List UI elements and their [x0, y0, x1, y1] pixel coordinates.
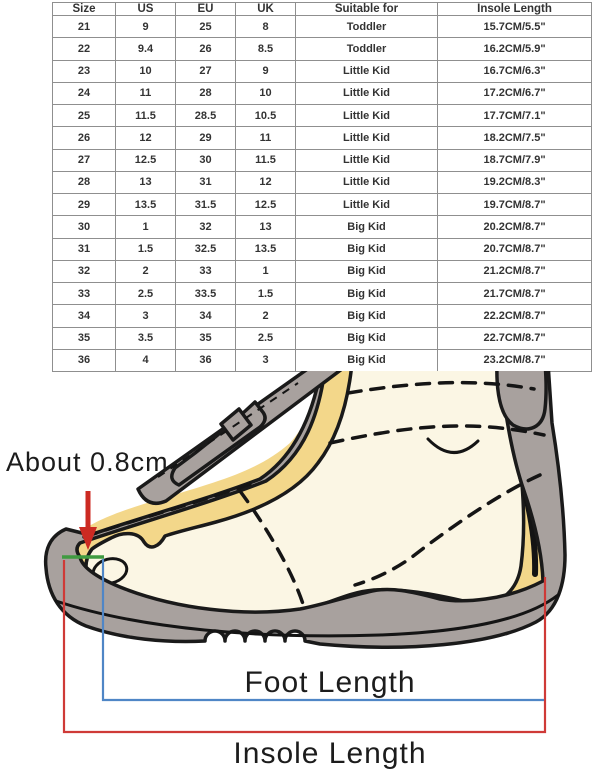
foot-length-label: Foot Length [244, 666, 416, 699]
table-cell: 10.5 [236, 105, 296, 127]
table-row [53, 16, 592, 38]
table-cell: 1 [236, 260, 296, 282]
table-row [53, 349, 592, 371]
table-row [53, 327, 592, 349]
table-cell: Big Kid [296, 305, 438, 327]
table-cell: 19.7CM/8.7" [438, 194, 592, 216]
table-cell: 32 [176, 216, 236, 238]
table-row [53, 171, 592, 193]
table-cell: 21.7CM/8.7" [438, 283, 592, 305]
table-cell: 4 [116, 349, 176, 371]
table-row [53, 194, 592, 216]
table-cell: 23 [53, 60, 116, 82]
table-cell: 2.5 [236, 327, 296, 349]
shoe-measurement-diagram [0, 371, 600, 771]
table-cell: 21.2CM/8.7" [438, 260, 592, 282]
table-cell: 34 [53, 305, 116, 327]
table-cell: Toddler [296, 16, 438, 38]
header-row [53, 3, 592, 16]
table-cell: 8.5 [236, 38, 296, 60]
table-cell: 3 [116, 305, 176, 327]
shoe-illustration [46, 371, 565, 647]
table-row [53, 60, 592, 82]
table-cell: 28 [176, 82, 236, 104]
table-cell: Big Kid [296, 238, 438, 260]
table-row [53, 82, 592, 104]
table-cell: Little Kid [296, 149, 438, 171]
table-cell: Big Kid [296, 216, 438, 238]
table-cell: 22 [53, 38, 116, 60]
column-header: Suitable for [296, 3, 438, 16]
table-cell: Big Kid [296, 283, 438, 305]
table-cell: 25 [176, 16, 236, 38]
table-cell: 12.5 [116, 149, 176, 171]
table-row [53, 283, 592, 305]
table-cell: Big Kid [296, 349, 438, 371]
table-cell: Big Kid [296, 327, 438, 349]
table-cell: 35 [176, 327, 236, 349]
table-cell: 26 [53, 127, 116, 149]
column-header: UK [236, 3, 296, 16]
table-row [53, 305, 592, 327]
table-cell: 12 [236, 171, 296, 193]
column-header: EU [176, 3, 236, 16]
table-cell: Little Kid [296, 127, 438, 149]
table-cell: 20.2CM/8.7" [438, 216, 592, 238]
table-cell: 24 [53, 82, 116, 104]
table-cell: 11.5 [236, 149, 296, 171]
size-chart-body [53, 16, 592, 372]
table-cell: 31.5 [176, 194, 236, 216]
column-header: US [116, 3, 176, 16]
table-cell: 3 [236, 349, 296, 371]
table-cell: 18.7CM/7.9" [438, 149, 592, 171]
size-chart-table [52, 2, 592, 372]
table-cell: 36 [176, 349, 236, 371]
table-cell: 34 [176, 305, 236, 327]
table-cell: 33 [53, 283, 116, 305]
table-cell: Little Kid [296, 82, 438, 104]
table-cell: 2 [116, 260, 176, 282]
table-cell: 31 [53, 238, 116, 260]
table-cell: 30 [53, 216, 116, 238]
table-cell: 20.7CM/8.7" [438, 238, 592, 260]
table-cell: Little Kid [296, 60, 438, 82]
table-cell: 10 [236, 82, 296, 104]
toe-gap-label: About 0.8cm [6, 447, 169, 477]
table-row [53, 105, 592, 127]
table-cell: 17.7CM/7.1" [438, 105, 592, 127]
column-header: Size [53, 3, 116, 16]
table-cell: 27 [53, 149, 116, 171]
table-cell: 21 [53, 16, 116, 38]
table-cell: 26 [176, 38, 236, 60]
table-row [53, 149, 592, 171]
table-cell: 19.2CM/8.3" [438, 171, 592, 193]
table-cell: 18.2CM/7.5" [438, 127, 592, 149]
table-cell: 22.7CM/8.7" [438, 327, 592, 349]
size-chart-header [53, 3, 592, 16]
table-cell: 12.5 [236, 194, 296, 216]
table-cell: Little Kid [296, 171, 438, 193]
table-cell: 3.5 [116, 327, 176, 349]
table-row [53, 238, 592, 260]
table-cell: 2 [236, 305, 296, 327]
table-cell: 16.7CM/6.3" [438, 60, 592, 82]
table-cell: 16.2CM/5.9" [438, 38, 592, 60]
table-cell: Little Kid [296, 105, 438, 127]
table-cell: 10 [116, 60, 176, 82]
table-cell: 32 [53, 260, 116, 282]
table-cell: 1.5 [116, 238, 176, 260]
table-cell: 1.5 [236, 283, 296, 305]
table-row [53, 216, 592, 238]
table-cell: 33.5 [176, 283, 236, 305]
table-cell: 25 [53, 105, 116, 127]
table-cell: 32.5 [176, 238, 236, 260]
table-cell: 13.5 [236, 238, 296, 260]
table-row [53, 38, 592, 60]
table-cell: 11 [236, 127, 296, 149]
table-cell: 17.2CM/6.7" [438, 82, 592, 104]
table-cell: 29 [53, 194, 116, 216]
table-cell: 12 [116, 127, 176, 149]
table-cell: 13.5 [116, 194, 176, 216]
insole-length-label: Insole Length [233, 737, 427, 770]
table-cell: 35 [53, 327, 116, 349]
table-cell: 13 [236, 216, 296, 238]
table-cell: 33 [176, 260, 236, 282]
table-cell: 2.5 [116, 283, 176, 305]
table-row [53, 260, 592, 282]
table-cell: 31 [176, 171, 236, 193]
table-cell: 22.2CM/8.7" [438, 305, 592, 327]
table-cell: Little Kid [296, 194, 438, 216]
table-cell: 36 [53, 349, 116, 371]
table-cell: 9 [236, 60, 296, 82]
table-cell: 11 [116, 82, 176, 104]
table-cell: 28.5 [176, 105, 236, 127]
table-cell: 9.4 [116, 38, 176, 60]
table-cell: 23.2CM/8.7" [438, 349, 592, 371]
table-cell: 13 [116, 171, 176, 193]
table-cell: 29 [176, 127, 236, 149]
table-cell: 1 [116, 216, 176, 238]
table-cell: 9 [116, 16, 176, 38]
table-cell: 28 [53, 171, 116, 193]
column-header: Insole Length [438, 3, 592, 16]
table-cell: 8 [236, 16, 296, 38]
table-cell: Big Kid [296, 260, 438, 282]
table-row [53, 127, 592, 149]
table-cell: 15.7CM/5.5" [438, 16, 592, 38]
table-cell: 30 [176, 149, 236, 171]
table-cell: 27 [176, 60, 236, 82]
table-cell: Toddler [296, 38, 438, 60]
table-cell: 11.5 [116, 105, 176, 127]
